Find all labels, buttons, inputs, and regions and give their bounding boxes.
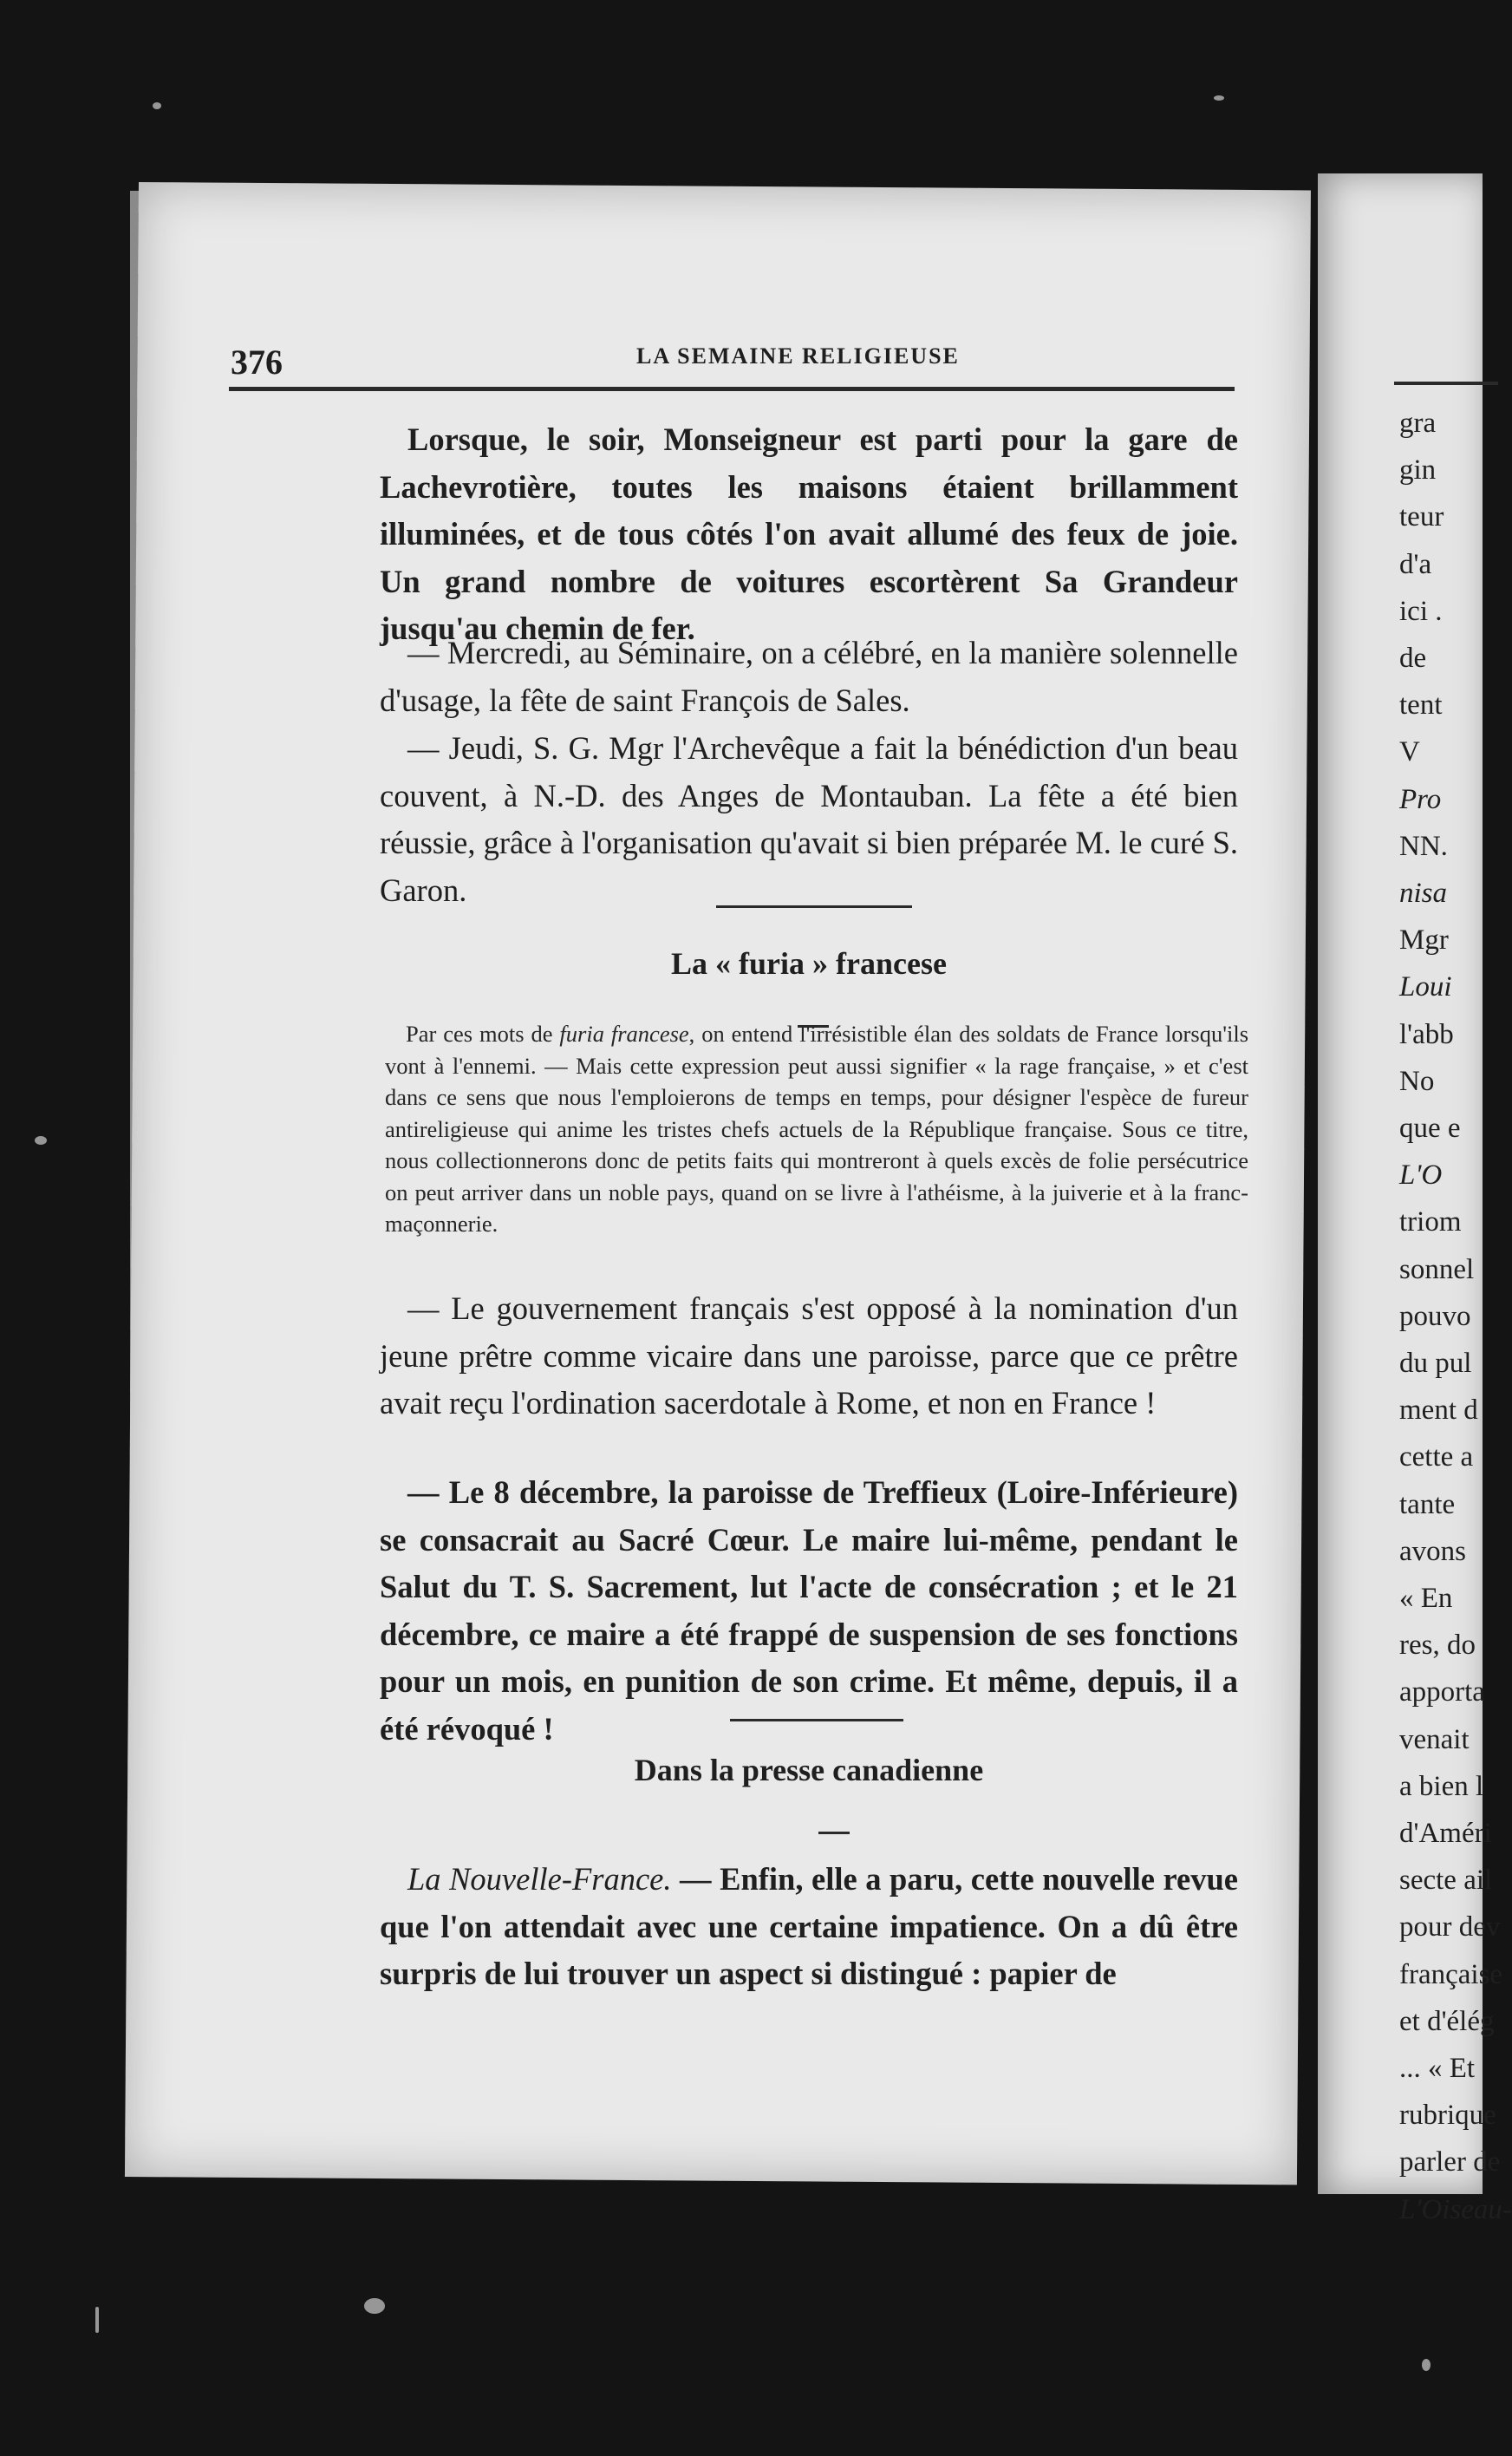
right-page-line: que e <box>1399 1113 1461 1144</box>
section-divider <box>716 905 912 908</box>
paragraph-text: — Le gouvernement français s'est opposé à la nomination d'un jeune prêtre comme vicaire dans une paroisse, parce que ce prêtre avait reçu l'ordination sacerdotale à Rome, et non en France ! <box>380 1290 1238 1421</box>
right-page-line: teur <box>1399 501 1444 533</box>
right-page-line: « En <box>1399 1583 1453 1614</box>
scan-speck <box>1214 95 1224 101</box>
right-page-line: pour dev <box>1399 1911 1501 1943</box>
page-number: 376 <box>231 343 283 382</box>
section-intro-note: Par ces mots de furia francese, on entend l'irrésistible élan des soldats de France lorsqu'ils vont à l'ennemi. — Mais cette expression peut aussi signifier « la rage française, » et c'est dans ce sens que nous l'emploierons de temps en temps, pour désigner l'espèce de fureur antireligieuse qui anime les tristes chefs actuels de la République française. Sous ce titre, nous collectionnerons donc de petits faits qui montreront à quels excès de folie persécutrice on peut arriver dans un noble pays, quand on se livre à l'athéisme, à la juiverie et à la franc-maçonnerie. <box>385 1021 1249 1237</box>
right-page-line: ... « Et <box>1399 2053 1476 2084</box>
paragraph-nouvelle-france <box>380 1856 1238 1998</box>
right-page-line: L'O <box>1399 1159 1443 1192</box>
right-page-line: de <box>1399 643 1427 674</box>
right-page-line: triom <box>1399 1206 1462 1238</box>
paragraph-text: — Jeudi, S. G. Mgr l'Archevêque a fait la bénédiction d'un beau couvent, à N.-D. des Anges de Montauban. La fête a été bien réussie, grâce à l'organisation qu'avait si bien préparée M. le curé S. Garon. <box>380 730 1238 908</box>
section-title-presse: Dans la presse canadienne <box>634 1753 984 1787</box>
scan-speck <box>35 1136 47 1145</box>
right-page-line: Pro <box>1399 783 1442 815</box>
right-page-line: française <box>1399 1958 1503 1990</box>
right-page-line: venait <box>1399 1723 1470 1755</box>
scan-speck <box>364 2298 385 2314</box>
right-page-line: sonnel <box>1399 1253 1475 1285</box>
section-title-furia: La « furia » francese <box>671 946 947 981</box>
right-page-line: Loui <box>1399 971 1452 1003</box>
section-divider <box>730 1719 903 1721</box>
scan-speck <box>95 2307 99 2333</box>
paragraph-gouvernement <box>380 1285 1238 1427</box>
paragraph-text: — Mercredi, au Séminaire, on a célébré, en la manière solennelle d'usage, la fête de saint François de Sales. <box>380 635 1238 718</box>
right-page-line: d'Améri <box>1399 1818 1492 1849</box>
right-page-line: No <box>1399 1065 1435 1097</box>
paragraph-benediction <box>380 725 1238 914</box>
paragraph-treffieux <box>380 1469 1238 1753</box>
right-page-line: Mgr <box>1399 924 1449 957</box>
right-page-line: rubrique <box>1399 2100 1496 2132</box>
right-page-line: ment d <box>1399 1395 1478 1427</box>
right-page-line: du pul <box>1399 1348 1472 1379</box>
right-page-line: tent <box>1399 689 1443 722</box>
header-rule <box>229 387 1235 391</box>
right-page-line: a bien l <box>1399 1770 1484 1802</box>
right-page-line: gra <box>1399 408 1437 439</box>
right-page-line: secte ail <box>1399 1865 1493 1897</box>
right-page-line: ici . <box>1399 595 1443 627</box>
italic-phrase: furia francese <box>559 1021 689 1047</box>
paragraph-departure <box>380 416 1238 653</box>
running-title: LA SEMAINE RELIGIEUSE <box>636 343 960 369</box>
right-page-line: avons <box>1399 1535 1466 1567</box>
right-page-line: pouvo <box>1399 1300 1471 1332</box>
right-page-line: apporta <box>1399 1676 1485 1708</box>
right-page-line: NN. <box>1399 830 1448 862</box>
right-page-line: V <box>1399 736 1420 768</box>
paragraph-text: Lorsque, le soir, Monseigneur est parti pour la gare de Lachevrotière, toutes les maisons étaient brillamment illuminées, et de tous côtés l'on avait allumé des feux de joie. Un grand nombre de voitures escortèrent Sa Grandeur jusqu'au chemin de fer. <box>380 421 1238 646</box>
paragraph-text: — Le 8 décembre, la paroisse de Treffieux (Loire-Inférieure) se consacrait au Sacré Cœur. Le maire lui-même, pendant le Salut du T. S. Sacrement, lut l'acte de consécration ; et le 21 décembre, ce maire a été frappé de suspension de ses fonctions pour un mois, en punition de son crime. Et même, depuis, il a été révoqué ! <box>380 1474 1238 1747</box>
right-page-line: tante <box>1399 1488 1456 1520</box>
right-page-line: l'abb <box>1399 1018 1454 1050</box>
right-page-head-rule <box>1394 382 1498 385</box>
scan-speck <box>1422 2359 1431 2371</box>
right-page-line: gin <box>1399 454 1437 487</box>
paragraph-text: — Enfin, elle a paru, cette nouvelle revue que l'on attendait avec une certaine impatience. On a dû être surpris de lui trouver un aspect si distingué : papier de <box>380 1861 1239 1991</box>
journal-title: La Nouvelle-France. <box>407 1861 672 1897</box>
right-page-line: et d'élég <box>1399 2005 1495 2037</box>
scan-speck <box>153 102 161 109</box>
right-page-line: d'a <box>1399 548 1432 580</box>
right-page-line: res, do <box>1399 1630 1476 1662</box>
title-dash <box>818 1832 850 1834</box>
right-page-line: L'Oiseau- <box>1399 2193 1512 2225</box>
paragraph-seminaire <box>380 630 1238 724</box>
right-page-line: parler de <box>1399 2146 1501 2178</box>
right-page-line: cette a <box>1399 1441 1474 1473</box>
right-page-line: nisa <box>1399 878 1448 909</box>
